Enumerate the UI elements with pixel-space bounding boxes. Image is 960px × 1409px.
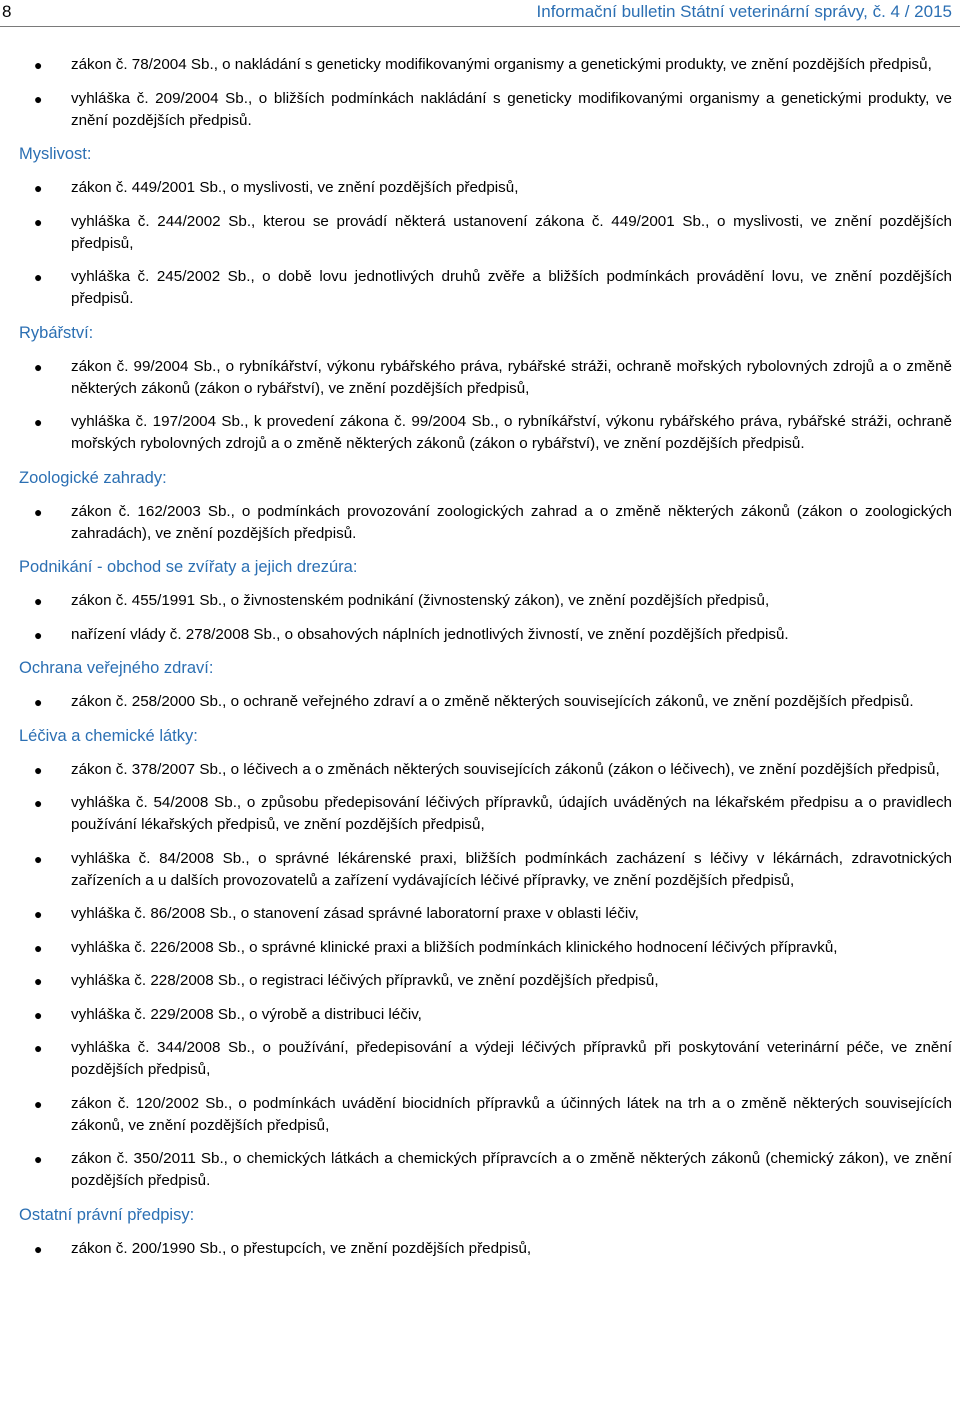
- bullet-icon: ●: [34, 358, 43, 375]
- item-text: zákon č. 449/2001 Sb., o myslivosti, ve znění pozdějších předpisů,: [71, 179, 519, 196]
- intro-list: [0, 54, 960, 132]
- item-text: zákon č. 378/2007 Sb., o léčivech a o změnách některých souvisejících zákonů (zákon o léčivech), ve znění pozdějších předpisů,: [71, 760, 940, 778]
- section-list: [0, 691, 960, 713]
- bullet-icon: ●: [34, 593, 43, 609]
- bullet-icon: ●: [34, 213, 43, 230]
- bullet-icon: ●: [34, 57, 43, 73]
- section: [0, 143, 960, 310]
- list-item: [0, 266, 960, 310]
- item-text: zákon č. 162/2003 Sb., o podmínkách provozování zoologických zahrad a o změně některých zákonů (zákon o zoologických zahradách), ve znění pozdějších předpisů.: [71, 502, 952, 542]
- section: [0, 467, 960, 545]
- item-text: zákon č. 258/2000 Sb., o ochraně veřejného zdraví a o změně některých souvisejících zákonů, ve znění pozdějších předpisů.: [71, 693, 914, 710]
- bullet-icon: ●: [34, 795, 43, 811]
- page-header: [0, 0, 960, 27]
- section-list: [0, 1238, 960, 1260]
- item-text: vyhláška č. 209/2004 Sb., o bližších podmínkách nakládání s geneticky modifikovanými organismy a genetickými produkty, ve znění pozdějších předpisů.: [71, 89, 952, 129]
- section-heading: Rybářství:: [19, 323, 94, 342]
- bullet-icon: ●: [34, 1006, 43, 1023]
- list-item: [0, 88, 960, 132]
- bullet-icon: ●: [34, 503, 43, 520]
- list-item: [0, 903, 960, 925]
- bullet-icon: ●: [34, 1240, 43, 1257]
- section-list: [0, 501, 960, 545]
- item-text: vyhláška č. 344/2008 Sb., o používání, předepisování a výdeji léčivých přípravků při poskytování veterinární péče, ve znění pozdějších předpisů,: [71, 1039, 952, 1078]
- item-text: vyhláška č. 228/2008 Sb., o registraci léčivých přípravků, ve znění pozdějších předpisů,: [71, 972, 659, 989]
- item-text: vyhláška č. 226/2008 Sb., o správné klinické praxi a bližších podmínkách klinického hodnocení léčivých přípravků,: [71, 938, 838, 956]
- bullet-icon: ●: [34, 1151, 43, 1167]
- sections: [0, 143, 960, 1260]
- section-list: [0, 356, 960, 456]
- item-text: vyhláška č. 84/2008 Sb., o správné lékárenské praxi, bližších podmínkách zacházení s léčivy v lékárnách, zdravotnických zařízeních a u dalších provozovatelů a zařízení vydávajících léčivé přípravky, ve znění pozdějších předpisů,: [71, 849, 952, 889]
- item-text: zákon č. 78/2004 Sb., o nakládání s geneticky modifikovanými organismy a genetickými produkty, ve znění pozdějších předpisů,: [71, 56, 932, 73]
- item-text: nařízení vlády č. 278/2008 Sb., o obsahových náplních jednotlivých živností, ve znění pozdějších předpisů.: [71, 625, 789, 643]
- list-item: [0, 792, 960, 836]
- item-text: vyhláška č. 86/2008 Sb., o stanovení zásad správné laboratorní praxe v oblasti léčiv,: [71, 905, 639, 922]
- item-text: zákon č. 350/2011 Sb., o chemických látkách a chemických přípravcích a o změně některých zákonů (chemický zákon), ve znění pozdějších předpisů.: [71, 1150, 952, 1189]
- bullet-icon: ●: [34, 626, 43, 643]
- section-list: [0, 759, 960, 1193]
- item-text: vyhláška č. 54/2008 Sb., o způsobu předepisování léčivých přípravků, údajích uváděných na lékařském předpisu a o pravidlech používání lékařských předpisů, ve znění pozdějších předpisů,: [71, 794, 952, 833]
- section-list: [0, 177, 960, 310]
- section-heading: Myslivost:: [19, 145, 92, 163]
- bullet-icon: ●: [34, 850, 43, 867]
- list-item: [0, 211, 960, 255]
- bullet-icon: ●: [34, 90, 43, 107]
- list-item: [0, 691, 960, 713]
- list-item: [0, 356, 960, 400]
- bullet-icon: ●: [34, 414, 43, 430]
- item-text: zákon č. 99/2004 Sb., o rybníkářství, výkonu rybářského práva, rybářské stráži, ochraně mořských rybolovných zdrojů a o změně některých zákonů (zákon o rybářství), ve znění pozdějších předpisů,: [71, 357, 952, 397]
- bullet-icon: ●: [34, 939, 43, 956]
- list-item: [0, 1004, 960, 1026]
- section-heading: Ochrana veřejného zdraví:: [19, 659, 214, 677]
- item-text: vyhláška č. 197/2004 Sb., k provedení zákona č. 99/2004 Sb., o rybníkářství, výkonu rybářského práva, rybářské stráži, ochraně mořských rybolovných zdrojů a o změně některých zákonů (zákon o rybářství), ve znění pozdějších předpisů.: [71, 413, 952, 452]
- list-item: [0, 54, 960, 76]
- page-number: 8: [2, 2, 12, 21]
- list-item: [0, 1037, 960, 1081]
- list-item: [0, 848, 960, 892]
- section: [0, 1204, 960, 1260]
- item-text: zákon č. 120/2002 Sb., o podmínkách uvádění biocidních přípravků a účinných látek na trh a o změně některých souvisejících zákonů, ve znění pozdějších předpisů,: [71, 1094, 952, 1134]
- section: [0, 322, 960, 456]
- bullet-icon: ●: [34, 269, 43, 285]
- list-item: [0, 501, 960, 545]
- list-item: [0, 1238, 960, 1260]
- item-text: zákon č. 455/1991 Sb., o živnostenském podnikání (živnostenský zákon), ve znění pozdějších předpisů,: [71, 592, 770, 609]
- item-text: vyhláška č. 245/2002 Sb., o době lovu jednotlivých druhů zvěře a bližších podmínkách provádění lovu, ve znění pozdějších předpisů.: [71, 268, 952, 307]
- section: [0, 725, 960, 1193]
- bullet-icon: ●: [34, 973, 43, 989]
- section-list: [0, 590, 960, 646]
- bullet-icon: ●: [34, 1095, 43, 1112]
- item-text: vyhláška č. 244/2002 Sb., kterou se provádí některá ustanovení zákona č. 449/2001 Sb., o myslivosti, ve znění pozdějších předpisů,: [71, 212, 952, 252]
- bullet-icon: ●: [34, 1040, 43, 1056]
- section-heading: Léčiva a chemické látky:: [19, 726, 198, 745]
- list-item: [0, 411, 960, 455]
- list-item: [0, 177, 960, 199]
- bullet-icon: ●: [34, 694, 43, 710]
- section: [0, 657, 960, 713]
- section-heading: Podnikání - obchod se zvířaty a jejich drezúra:: [19, 558, 358, 576]
- item-text: vyhláška č. 229/2008 Sb., o výrobě a distribuci léčiv,: [71, 1005, 422, 1023]
- bullet-icon: ●: [34, 761, 43, 778]
- document-body: [0, 54, 960, 1271]
- list-item: [0, 1093, 960, 1137]
- list-item: [0, 1148, 960, 1192]
- section: [0, 556, 960, 646]
- list-item: [0, 970, 960, 992]
- section-heading: Zoologické zahrady:: [19, 468, 167, 487]
- bullet-icon: ●: [34, 180, 43, 196]
- bullet-icon: ●: [34, 906, 43, 922]
- item-text: zákon č. 200/1990 Sb., o přestupcích, ve znění pozdějších předpisů,: [71, 1239, 532, 1257]
- list-item: [0, 937, 960, 959]
- bulletin-title: Informační bulletin Státní veterinární správy, č. 4 / 2015: [536, 2, 952, 21]
- section-heading: Ostatní právní předpisy:: [19, 1205, 195, 1224]
- list-item: [0, 759, 960, 781]
- list-item: [0, 624, 960, 646]
- list-item: [0, 590, 960, 612]
